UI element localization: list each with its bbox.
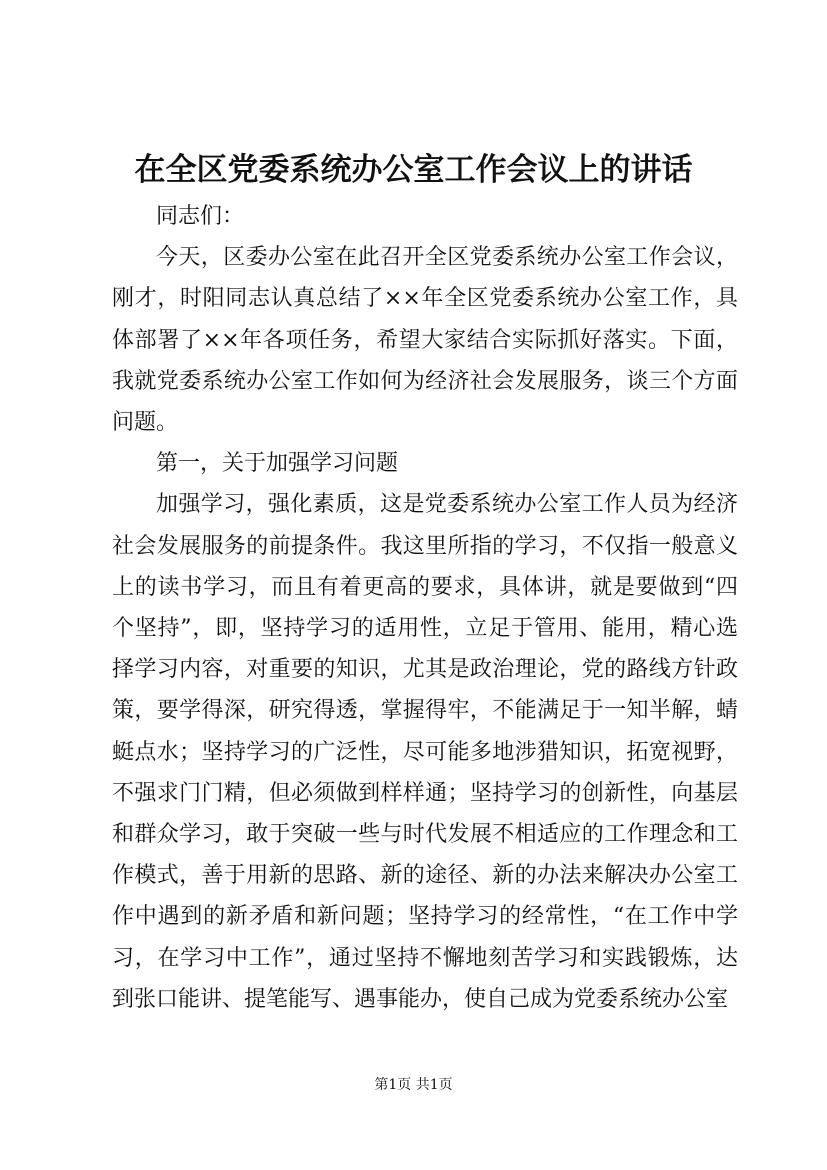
paragraph: 今天，区委办公室在此召开全区党委系统办公室工作会议，刚才，时阳同志认真总结了××年全区党委系统办公室工作，具体部署了××年各项任务，希望大家结合实际抓好落实。下面，我就党委系统办公室工作如何为经济社会发展服务，谈三个方面问题。 (112, 245, 738, 436)
salutation: 同志们： (156, 204, 245, 229)
document-body (112, 196, 738, 1020)
document-title: 在全区党委系统办公室工作会议上的讲话 (134, 152, 693, 188)
paragraph: 加强学习，强化素质，这是党委系统办公室工作人员为经济社会发展服务的前提条件。我这里所指的学习，不仅指一般意义上的读书学习，而且有着更高的要求，具体讲，就是要做到“四个坚持”，即，坚持学习的适用性，立足于管用、能用，精心选择学习内容，对重要的知识，尤其是政治理论，党的路线方针政策，要学得深，研究得透，掌握得牢，不能满足于一知半解，蜻蜓点水；坚持学习的广泛性，尽可能多地涉猎知识，拓宽视野，不强求门门精，但必须做到样样通；坚持学习的创新性，向基层和群众学习，敢于突破一些与时代发展不相适应的工作理念和工作模式，善于用新的思路、新的途径、新的办法来解决办公室工作中遇到的新矛盾和新问题；坚持学习的经常性，“在工作中学习，在学习中工作”，通过坚持不懈地刻苦学习和实践锻炼，达到张口能讲、提笔能写、遇事能办，使自己成为党委系统办公室 (112, 492, 738, 1012)
page-footer: 第1页 共1页 (374, 1077, 453, 1093)
section-heading: 第一，关于加强学习问题 (156, 451, 399, 477)
